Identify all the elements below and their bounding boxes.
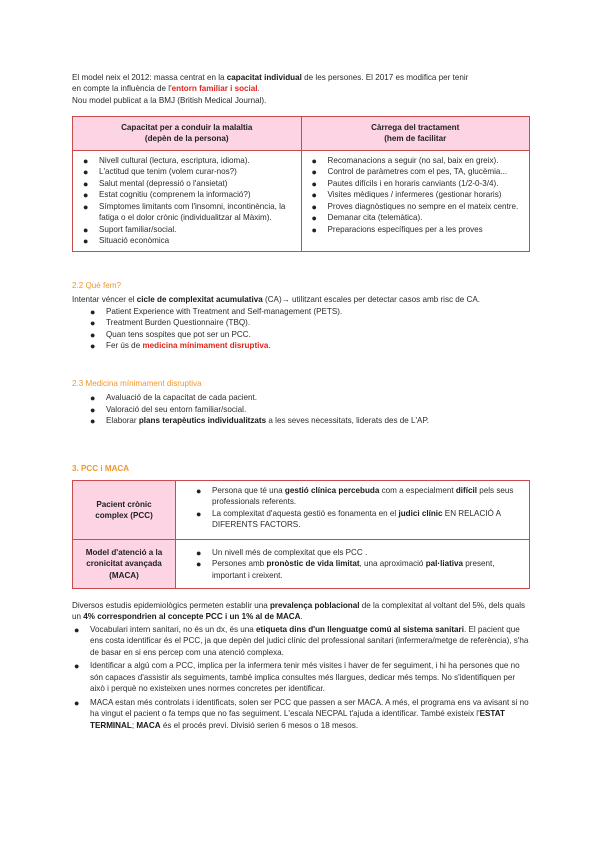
section-heading-2-3: 2.3 Medicina mínimament disruptiva: [72, 379, 202, 388]
section-heading-3: 3. PCC i MACA: [72, 464, 130, 473]
list-item: ● Estat cognitiu (comprenem la informació?): [83, 190, 251, 201]
table1-header-right: Càrrega del tractament (hem de facilitar: [301, 117, 530, 151]
list-item: ● Recomanacions a seguir (no sal, baix en greix).: [311, 155, 499, 166]
list-item: ● Elaborar plans terapèutics individualitzats a les seves necessitats, liderats des de L'AP.: [90, 416, 430, 427]
list-item: ● MACA estan més controlats i identificats, solen ser PCC que passen a ser MACA. A més, el programa ens va avisant si no ha vingut el pacient o fa temps que no fas seguiment. L'escala NECPAL t'ajuda a identificar. També existeix l'ESTAT TERMINAL; MACA és el procés previ. Divisió serien 6 mesos o 18 mesos.: [74, 697, 529, 730]
intro-line-2: en compte la influència de l'entorn familiar i social.: [72, 84, 260, 94]
list-item: ● Vocabulari intern sanitari, no és un dx, és una etiqueta dins d'un llenguatge comú al sistema sanitari. El pacient que ens costa identificar és el PCC, ja que depèn del judici clínic del professional sanitari (infermera/metge de referència), s'ha de basar en si ens percep com una atenció complexa.: [74, 624, 529, 657]
table2-pcc-cell: [176, 481, 530, 540]
list-item: ● Visites mèdiques / infermeres (gestionar horaris): [311, 190, 502, 201]
section-medicina-minimament-disruptiva: [72, 378, 530, 427]
section-que-fem: [72, 280, 530, 352]
list-item: ● Persona que té una gestió clínica percebuda com a especialment difícil pels seus professionals referents.: [196, 486, 514, 507]
table-pcc-maca: [72, 480, 530, 589]
list-item: ● L'actitud que tenim (volem curar-nos?): [83, 167, 237, 178]
table2-label-pcc: Pacient crònic complex (PCC): [73, 481, 176, 540]
list-item: ● Persones amb pronòstic de vida limitat, una aproximació pal·liativa present, important i creixent.: [196, 559, 495, 580]
table2-maca-cell: [176, 540, 530, 589]
final-intro: Diversos estudis epidemiològics permeten establir una prevalença poblacional de la complexitat al voltant del 5%, dels quals un 4% correspondrien al concepte PCC i un 1% al de MACA.: [72, 601, 526, 622]
list-item: ● Un nivell més de complexitat que els PCC .: [196, 547, 368, 558]
intro-line-3: Nou model publicat a la BMJ (British Medical Journal).: [72, 95, 267, 105]
list-item: ● Situació econòmica: [83, 236, 170, 247]
list-item: ● Control de paràmetres com el pes, TA, glucèmia...: [311, 167, 508, 178]
list-item: ● Salut mental (depressió o l'ansietat): [83, 178, 228, 189]
list-item: ● Suport familiar/social.: [83, 224, 177, 235]
list-item: ● Proves diagnòstiques no sempre en el mateix centre.: [311, 201, 519, 212]
list-item: ● Demanar cita (telemàtica).: [311, 213, 423, 224]
table1-left-cell: [73, 150, 302, 251]
list-item: ● Símptomes limitants com l'insomni, incontinència, la fatiga o el dolor crònic (individualitzar al Màxim).: [83, 201, 286, 223]
list-item: ● Identificar a algú com a PCC, implica per la infermera tenir més visites i haver de fer seguiment, i hi ha persones que no són capaces d'assistir als seguiments, també implica consultes més llargues, dedicar més temps. No s'identifiquen per això i perquè no existeixen unes normes concretes per identificar.: [74, 661, 520, 694]
section-heading-2-2: 2.2 Què fem?: [72, 281, 122, 290]
final-paragraph: [72, 600, 530, 731]
list-item: ● Patient Experience with Treatment and Self-management (PETS).: [90, 306, 343, 317]
intro-paragraph: [72, 72, 530, 106]
table2-label-maca: Model d'atenció a la cronicitat avançada (MACA): [73, 540, 176, 589]
list-item: ● Fer ús de medicina mínimament disruptiva.: [90, 341, 271, 352]
list-item: ● La complexitat d'aquesta gestió es fonamenta en el judici clínic EN RELACIÓ A DIFERENTS FACTORS.: [196, 508, 501, 530]
table-capacitat-carrega: [72, 116, 530, 252]
list-item: ● Nivell cultural (lectura, escriptura, idioma).: [83, 155, 250, 166]
list-item: ● Pautes difícils i en horaris canviants (1/2-0-3/4).: [311, 178, 499, 189]
list-item: ● Treatment Burden Questionnaire (TBQ).: [90, 318, 251, 329]
section-pcc-maca: [72, 463, 530, 474]
table1-right-cell: [301, 150, 530, 251]
list-item: ● Avaluació de la capacitat de cada pacient.: [90, 393, 258, 404]
section-2-2-intro: Intentar véncer el cicle de complexitat acumulativa (CA)→ utilitzant escales per detectar casos amb risc de CA.: [72, 295, 481, 305]
list-item: ● Valoració del seu entorn familiar/social.: [90, 404, 247, 415]
table1-header-left: Capacitat per a conduir la malaltia (depèn de la persona): [73, 117, 302, 151]
intro-line-1: El model neix el 2012: massa centrat en la capacitat individual de les persones. El 2017 es modifica per tenir: [72, 73, 469, 82]
list-item: ● Quan tens sospites que pot ser un PCC.: [90, 329, 251, 340]
list-item: ● Preparacions específiques per a les proves: [311, 224, 483, 235]
